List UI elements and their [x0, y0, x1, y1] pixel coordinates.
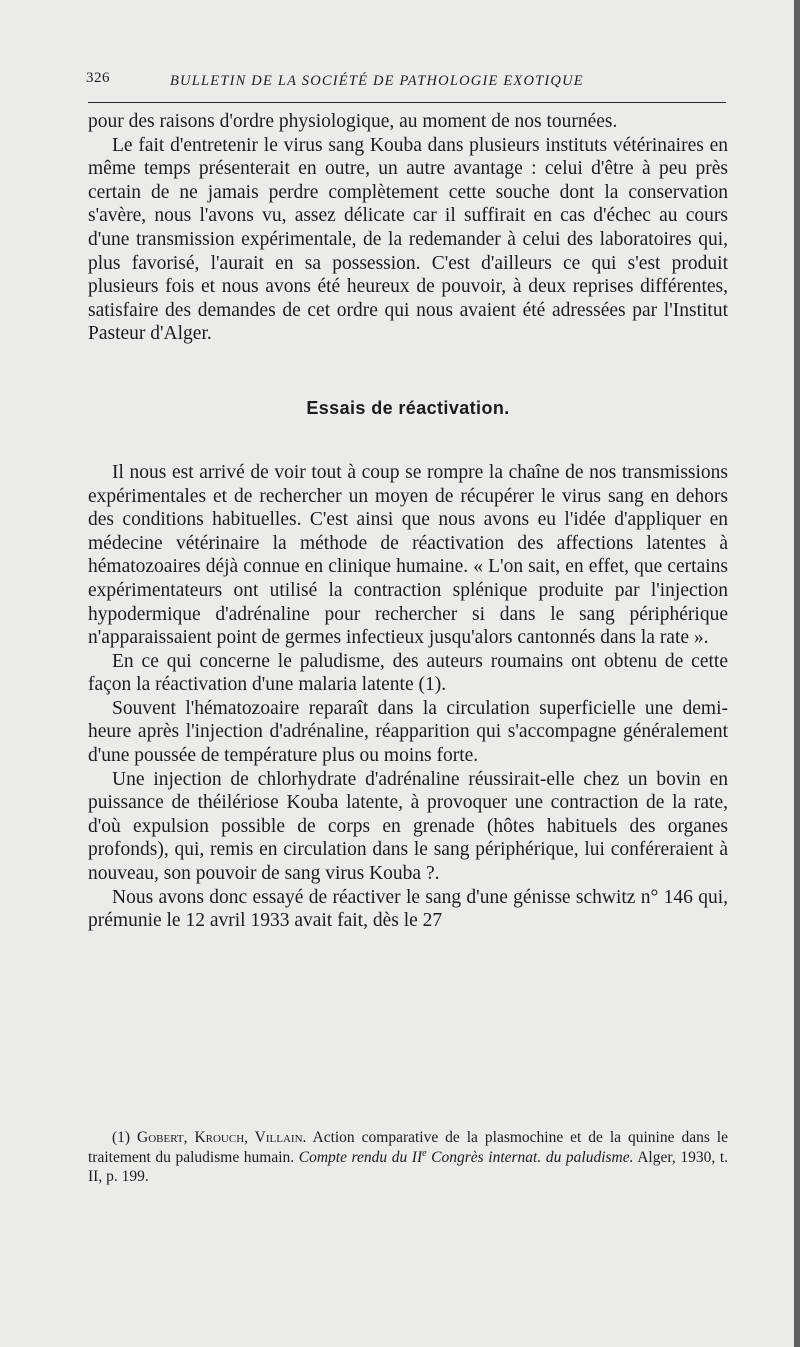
page-number: 326 [86, 70, 110, 86]
body-text [88, 110, 728, 933]
footnote-journal-rest: Congrès internat. du paludisme. [431, 1148, 634, 1166]
footnote-authors: Gobert, Krouch, Villain. [137, 1129, 307, 1146]
footnote-journal-sup: e [422, 1147, 427, 1159]
footnote-marker: (1) [112, 1129, 131, 1146]
header-rule [88, 102, 726, 103]
running-title: BULLETIN DE LA SOCIÉTÉ DE PATHOLOGIE EXOTIQUE [170, 73, 584, 89]
paragraph-injection: Une injection de chlorhydrate d'adrénaline réussirait-elle chez un bovin en puissance de théilériose Kouba latente, à provoquer une contraction de la rate, d'où expulsion possible de corps en grenade (hôtes habituels des organes profonds), qui, remis en circulation dans le sang périphérique, lui conféreraient à nouveau, son pouvoir de sang virus Kouba ?. [88, 768, 728, 885]
paragraph-virus-sang: Le fait d'entretenir le virus sang Kouba dans plusieurs instituts vétérinaires en même temps présenterait en outre, un autre avantage : celui d'être à peu près certain de ne jamais perdre complètement cette souche dont la conservation s'avère, nous l'avons vu, assez délicate car il suffirait en cas d'échec au cours d'une transmission expérimentale, de la redemander à celui des laboratoires qui, plus favorisé, l'aurait en sa possession. C'est d'ailleurs ce qui s'est produit plusieurs fois et nous avons été heureux de pouvoir, à deux reprises différentes, satisfaire des demandes de cet ordre qui nous avaient été adressées par l'Institut Pasteur d'Alger. [88, 134, 728, 345]
footnote-title: Action comparative de la plasmochine et de la quinine dans le traitement du paludisme humain. [88, 1129, 728, 1166]
footnote-journal: Compte rendu du II [298, 1148, 423, 1166]
paragraph-hematozoaire: Souvent l'hématozoaire reparaît dans la circulation superficielle une demi-heure après l'injection d'adrénaline, réapparition qui s'accompagne généralement d'une poussée de température plus ou moins forte. [88, 697, 728, 767]
paragraph-genisse: Nous avons donc essayé de réactiver le sang d'une génisse schwitz n° 146 qui, prémunie le 12 avril 1933 avait fait, dès le 27 [88, 886, 728, 932]
paragraph-paludisme: En ce qui concerne le paludisme, des auteurs roumains ont obtenu de cette façon la réactivation d'une malaria latente (1). [88, 650, 728, 696]
section-heading: Essais de réactivation. [306, 397, 510, 418]
footnote-place-date: Alger, 1930, t. II, p. 199. [88, 1148, 728, 1185]
paragraph-reactivation: Il nous est arrivé de voir tout à coup se rompre la chaîne de nos transmissions expérimentales et de rechercher un moyen de récupérer le virus sang en dehors des conditions habituelles. C'est ainsi que nous avons eu l'idée d'appliquer en médecine vétérinaire la méthode de réactivation des affections latentes à hématozoaires déjà connue en clinique humaine. « L'on sait, en effet, que certains expérimentateurs ont utilisé la contraction splénique produite par l'injection hypodermique d'adrénaline pour rechercher si dans le sang périphérique n'apparaissaient point de germes infectieux jusqu'alors cantonnés dans la rate ». [88, 461, 728, 649]
footnote [88, 1128, 728, 1187]
scan-edge [794, 0, 800, 1347]
page-header [86, 70, 726, 98]
paragraph-continuation: pour des raisons d'ordre physiologique, au moment de nos tournées. [88, 111, 618, 132]
